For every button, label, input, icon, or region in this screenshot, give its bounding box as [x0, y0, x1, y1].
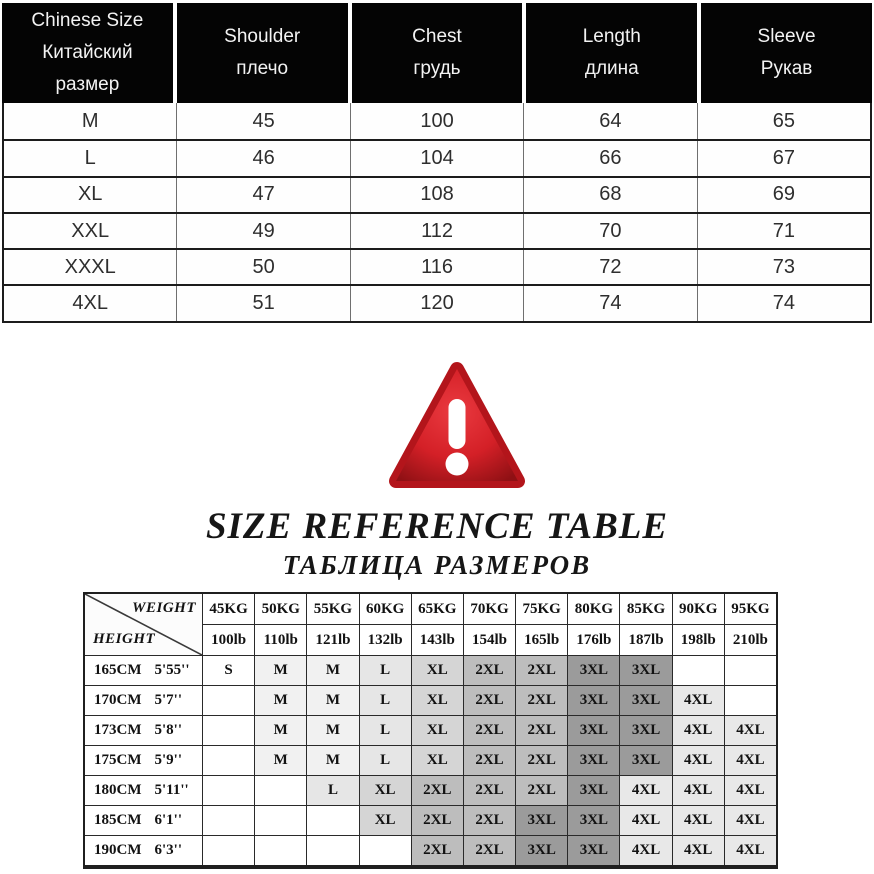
measurement-table-header — [2, 3, 872, 103]
recommended-size-cell: 3XL — [568, 746, 619, 775]
measurement-value-cell: 47 — [176, 178, 349, 212]
height-ft: 6'3'' — [154, 842, 183, 858]
weight-lb-header-cell: 154lb — [464, 625, 515, 655]
recommended-size-cell: 4XL — [673, 776, 724, 805]
height-row-label — [85, 746, 202, 775]
height-cm: 165CM — [94, 662, 142, 678]
column-header-line: размер — [55, 74, 120, 95]
exclamation-bar — [449, 399, 466, 449]
recommended-size-cell: 4XL — [620, 836, 671, 865]
weight-kg-header-cell: 45KG — [203, 594, 254, 624]
measurement-value-cell: 45 — [176, 103, 349, 139]
empty-size-cell — [203, 746, 254, 775]
empty-size-cell — [725, 656, 776, 685]
height-row-label — [85, 716, 202, 745]
recommended-size-cell: 2XL — [464, 776, 515, 805]
column-header-length — [526, 3, 701, 103]
measurement-value-cell: 68 — [523, 178, 696, 212]
measurement-value-cell: 69 — [697, 178, 870, 212]
measurement-value-cell: 65 — [697, 103, 870, 139]
measurement-row-xl — [4, 176, 870, 212]
recommended-size-cell: M — [255, 656, 306, 685]
measurement-value-cell: 112 — [350, 214, 523, 248]
weight-lb-header-cell: 176lb — [568, 625, 619, 655]
recommended-size-cell: 2XL — [412, 836, 463, 865]
height-row-label — [85, 836, 202, 865]
recommended-size-cell: M — [255, 716, 306, 745]
measurement-value-cell: 50 — [176, 250, 349, 284]
recommended-size-cell: XL — [360, 806, 411, 835]
column-header-chest — [352, 3, 527, 103]
recommended-size-cell: 4XL — [673, 716, 724, 745]
recommended-size-cell: 4XL — [725, 746, 776, 775]
recommended-size-cell: 2XL — [412, 806, 463, 835]
recommended-size-cell: 3XL — [516, 806, 567, 835]
empty-size-cell — [307, 806, 358, 835]
size-reference-table — [83, 592, 778, 869]
reference-table-subtitle: ТАБЛИЦА РАЗМЕРОВ — [282, 550, 592, 580]
recommended-size-cell: 3XL — [568, 776, 619, 805]
recommended-size-cell: M — [307, 746, 358, 775]
size-label-cell: XXXL — [64, 255, 116, 278]
recommended-size-cell: 2XL — [464, 806, 515, 835]
warning-triangle-icon — [387, 357, 527, 497]
recommended-size-cell: L — [360, 686, 411, 715]
height-cm: 180CM — [94, 782, 142, 798]
measurement-row-4xl — [4, 284, 870, 320]
column-header-line: Chinese Size — [31, 10, 144, 31]
column-header-line: длина — [584, 58, 639, 79]
column-header-line: грудь — [413, 58, 461, 79]
recommended-size-cell: 3XL — [620, 716, 671, 745]
recommended-size-cell: 2XL — [516, 656, 567, 685]
measurement-row-m — [4, 103, 870, 139]
empty-size-cell — [255, 776, 306, 805]
weight-lb-header-cell: 110lb — [255, 625, 306, 655]
column-header-line: Shoulder — [224, 26, 301, 47]
weight-kg-header-cell: 80KG — [568, 594, 619, 624]
measurement-value-cell: 100 — [350, 103, 523, 139]
height-row-label — [85, 686, 202, 715]
empty-size-cell — [203, 686, 254, 715]
recommended-size-cell: 4XL — [620, 806, 671, 835]
empty-size-cell — [255, 806, 306, 835]
recommended-size-cell: 4XL — [673, 746, 724, 775]
warning-triangle-svg — [387, 357, 527, 497]
measurement-value-cell: 66 — [523, 141, 696, 175]
empty-size-cell — [360, 836, 411, 865]
column-header-line: Length — [582, 26, 641, 47]
weight-lb-header-cell: 132lb — [360, 625, 411, 655]
recommended-size-cell: M — [307, 686, 358, 715]
size-label-cell: M — [81, 109, 99, 132]
recommended-size-cell: 2XL — [516, 776, 567, 805]
weight-kg-header-cell: 90KG — [673, 594, 724, 624]
recommended-size-cell: 2XL — [516, 716, 567, 745]
measurement-value-cell: 73 — [697, 250, 870, 284]
measurement-row-l — [4, 139, 870, 175]
height-row-label — [85, 656, 202, 685]
column-header-line: плечо — [236, 58, 289, 79]
height-cm: 190CM — [94, 842, 142, 858]
column-header-chinese-size — [2, 3, 177, 103]
recommended-size-cell: L — [360, 656, 411, 685]
recommended-size-cell: 2XL — [464, 716, 515, 745]
column-header-sleeve — [701, 3, 872, 103]
recommended-size-cell: 3XL — [568, 656, 619, 685]
weight-lb-header-cell: 165lb — [516, 625, 567, 655]
recommended-size-cell: L — [307, 776, 358, 805]
measurement-row-xxxl — [4, 248, 870, 284]
height-row-label — [85, 806, 202, 835]
height-cm: 173CM — [94, 722, 142, 738]
exclamation-dot — [446, 453, 469, 476]
recommended-size-cell: 3XL — [568, 686, 619, 715]
column-header-line: Китайский — [42, 42, 133, 63]
column-header-line: Рукав — [760, 58, 813, 79]
recommended-size-cell: L — [360, 746, 411, 775]
weight-lb-header-cell: 121lb — [307, 625, 358, 655]
recommended-size-cell: 2XL — [516, 686, 567, 715]
empty-size-cell — [307, 836, 358, 865]
weight-kg-header-cell: 60KG — [360, 594, 411, 624]
measurement-value-cell: 120 — [350, 286, 523, 320]
measurement-value-cell: 108 — [350, 178, 523, 212]
recommended-size-cell: 4XL — [673, 836, 724, 865]
recommended-size-cell: M — [307, 656, 358, 685]
recommended-size-cell: L — [360, 716, 411, 745]
reference-table-title: SIZE REFERENCE TABLE — [205, 506, 669, 547]
recommended-size-cell: 4XL — [673, 806, 724, 835]
empty-size-cell — [725, 686, 776, 715]
recommended-size-cell: 4XL — [620, 776, 671, 805]
recommended-size-cell: 4XL — [725, 776, 776, 805]
weight-kg-header-cell: 85KG — [620, 594, 671, 624]
recommended-size-cell: 3XL — [516, 836, 567, 865]
measurement-value-cell: 70 — [523, 214, 696, 248]
recommended-size-cell: M — [255, 686, 306, 715]
height-ft: 6'1'' — [154, 812, 183, 828]
recommended-size-cell: 3XL — [568, 806, 619, 835]
recommended-size-cell: XL — [412, 716, 463, 745]
empty-size-cell — [203, 716, 254, 745]
weight-lb-header-cell: 100lb — [203, 625, 254, 655]
height-ft: 5'7'' — [154, 692, 183, 708]
recommended-size-cell: 3XL — [620, 686, 671, 715]
measurement-value-cell: 51 — [176, 286, 349, 320]
measurement-value-cell: 71 — [697, 214, 870, 248]
measurement-table-body — [2, 103, 872, 323]
height-axis-label: HEIGHT — [93, 631, 156, 647]
recommended-size-cell: 4XL — [673, 686, 724, 715]
measurement-row-xxl — [4, 212, 870, 248]
recommended-size-cell: XL — [412, 686, 463, 715]
height-ft: 5'11'' — [154, 782, 189, 798]
recommended-size-cell: 2XL — [464, 836, 515, 865]
size-label-cell: XL — [77, 183, 103, 206]
size-label-cell: XXL — [71, 219, 110, 242]
recommended-size-cell: M — [255, 746, 306, 775]
empty-size-cell — [203, 806, 254, 835]
weight-kg-header-cell: 75KG — [516, 594, 567, 624]
recommended-size-cell: 3XL — [568, 716, 619, 745]
height-ft: 5'9'' — [154, 752, 183, 768]
measurement-value-cell: 72 — [523, 250, 696, 284]
measurement-value-cell: 116 — [350, 250, 523, 284]
recommended-size-cell: 2XL — [516, 746, 567, 775]
weight-kg-header-cell: 50KG — [255, 594, 306, 624]
recommended-size-cell: 2XL — [464, 656, 515, 685]
recommended-size-cell: 3XL — [620, 656, 671, 685]
measurement-table — [2, 3, 872, 323]
recommended-size-cell: 2XL — [464, 746, 515, 775]
weight-lb-header-cell: 210lb — [725, 625, 776, 655]
empty-size-cell — [203, 776, 254, 805]
height-ft: 5'55'' — [154, 662, 190, 678]
weight-kg-header-cell: 55KG — [307, 594, 358, 624]
recommended-size-cell: 4XL — [725, 806, 776, 835]
measurement-value-cell: 49 — [176, 214, 349, 248]
recommended-size-cell: S — [203, 656, 254, 685]
height-row-label — [85, 776, 202, 805]
measurement-value-cell: 74 — [523, 286, 696, 320]
weight-kg-header-cell: 65KG — [412, 594, 463, 624]
height-ft: 5'8'' — [154, 722, 183, 738]
recommended-size-cell: XL — [412, 746, 463, 775]
weight-lb-header-cell: 198lb — [673, 625, 724, 655]
height-cm: 170CM — [94, 692, 142, 708]
recommended-size-cell: 2XL — [464, 686, 515, 715]
size-label-cell: L — [84, 146, 96, 169]
measurement-value-cell: 46 — [176, 141, 349, 175]
empty-size-cell — [255, 836, 306, 865]
weight-height-corner-cell — [85, 594, 202, 655]
height-cm: 175CM — [94, 752, 142, 768]
weight-kg-header-cell: 70KG — [464, 594, 515, 624]
weight-lb-header-cell: 187lb — [620, 625, 671, 655]
empty-size-cell — [203, 836, 254, 865]
column-header-line: Sleeve — [757, 26, 816, 47]
empty-size-cell — [673, 656, 724, 685]
measurement-value-cell: 104 — [350, 141, 523, 175]
recommended-size-cell: 2XL — [412, 776, 463, 805]
weight-lb-header-cell: 143lb — [412, 625, 463, 655]
size-label-cell: 4XL — [72, 292, 108, 315]
recommended-size-cell: M — [307, 716, 358, 745]
recommended-size-cell: 3XL — [568, 836, 619, 865]
recommended-size-cell: 4XL — [725, 836, 776, 865]
weight-axis-label: WEIGHT — [132, 600, 196, 616]
recommended-size-cell: XL — [360, 776, 411, 805]
recommended-size-cell: 3XL — [620, 746, 671, 775]
measurement-value-cell: 64 — [523, 103, 696, 139]
recommended-size-cell: XL — [412, 656, 463, 685]
measurement-value-cell: 74 — [697, 286, 870, 320]
column-header-line: Chest — [412, 26, 462, 47]
recommended-size-cell: 4XL — [725, 716, 776, 745]
weight-kg-header-cell: 95KG — [725, 594, 776, 624]
column-header-shoulder — [177, 3, 352, 103]
height-cm: 185CM — [94, 812, 142, 828]
measurement-value-cell: 67 — [697, 141, 870, 175]
